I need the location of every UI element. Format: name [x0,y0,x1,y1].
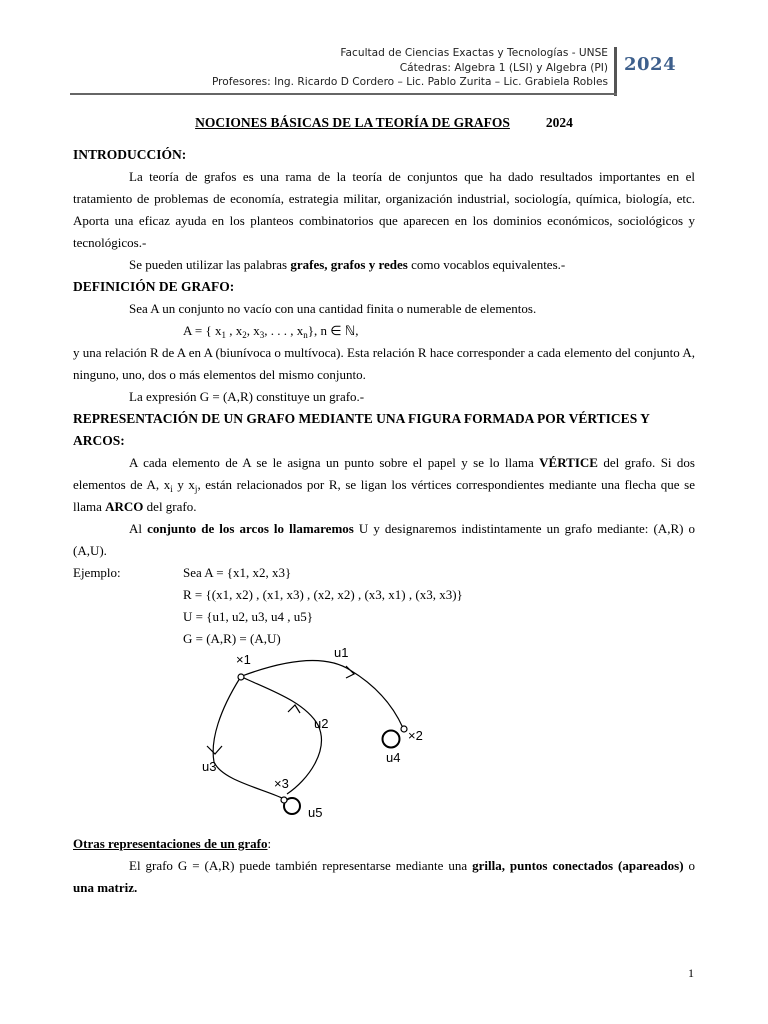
page-number: 1 [688,966,694,980]
set-a-formula: A = { $x_1$ , $x_2$, $x_3$, . . . , $x_n$}, n ∈ ℕ, [183,323,359,340]
document-body [73,112,695,650]
example-arcs-u: U = {u1, u2, u3, u4 , u5} [183,609,313,624]
other-representations-paragraph: El grafo G = (A,R) puede también representarse mediante una grilla, puntos conectados (apareados) o una matriz. [73,858,695,895]
label-x1: ×1 [236,652,251,667]
label-u1: u1 [334,645,349,660]
example-set-a: Sea A = {x1, x2, x3} [183,565,292,580]
other-representations-heading: Otras representaciones de un grafo: [73,836,272,851]
label-u5: u5 [308,805,323,820]
label-u3: u3 [202,759,217,774]
header-chairs: Cátedras: Algebra 1 (LSI) y Algebra (PI) [399,61,608,74]
vertex-x1 [238,674,244,680]
label-u2: u2 [314,716,329,731]
header-rule [70,93,617,95]
header-professors: Profesores: Ing. Ricardo D Cordero – Lic. Pablo Zurita – Lic. Grabiela Robles [211,76,608,88]
example-relation-r: R = {(x1, x2) , (x1, x3) , (x2, x2) , (x3, x1) , (x3, x3)} [183,587,463,602]
header-year: 2024 [624,54,677,75]
other-representations [73,833,695,899]
label-u4: u4 [386,750,401,765]
arcs-paragraph: Al conjunto de los arcos lo llamaremos U y designaremos indistintamente un grafo mediante: (A,R) o (A,U). [73,521,695,558]
graph-figure [190,640,450,830]
graph-expression: La expresión G = (A,R) constituye un grafo.- [129,389,365,404]
definition-heading: DEFINICIÓN DE GRAFO: [73,279,235,294]
intro-vocab-paragraph: Se pueden utilizar las palabras grafes, grafos y redes como vocablos equivalentes.- [129,257,566,272]
label-x3: ×3 [274,776,289,791]
arc-u3 [213,678,282,798]
relation-paragraph: y una relación R de A en A (biunívoca o multívoca). Esta relación R hace corresponder a cada elemento del conjunto A, ninguno, uno, dos o más elementos del mismo conjunto. [73,345,695,382]
vertex-paragraph: A cada elemento de A se le asigna un punto sobre el papel y se lo llama VÉRTICE del grafo. Si dos elementos de A, $x_i$ y $x_j$, están relacionados por R, se ligan los vértices correspondientes mediante una flecha que se llama ARCO del grafo. [73,455,695,514]
page-title: NOCIONES BÁSICAS DE LA TEORÍA DE GRAFOS 2024 [195,115,573,130]
label-x2: ×2 [408,728,423,743]
intro-paragraph: La teoría de grafos es una rama de la teoría de conjuntos que ha dado resultados importantes en el tratamiento de problemas de economía, estrategia militar, organización industrial, sociología, química, biología, etc. Aporta una eficaz ayuda en los planteos combinatorios que aparecen en los dominios económicos, sociológicos y tecnológicos.- [73,169,695,250]
intro-heading: INTRODUCCIÓN: [73,147,187,162]
example-label: Ejemplo: [73,565,121,580]
arrow-u2 [288,705,300,713]
loop-u4 [383,731,400,748]
example-block [73,562,695,650]
page-header [200,46,608,90]
vertex-x3 [281,797,287,803]
definition-paragraph: Sea A un conjunto no vacío con una cantidad finita o numerable de elementos. [129,301,537,316]
header-divider [614,47,617,96]
example-graph-g: G = (A,R) = (A,U) [183,631,281,646]
vertex-x2 [401,726,407,732]
representation-heading: REPRESENTACIÓN DE UN GRAFO MEDIANTE UNA FIGURA FORMADA POR VÉRTICES Y ARCOS: [73,411,650,448]
arrow-u1 [346,666,354,678]
header-faculty: Facultad de Ciencias Exactas y Tecnologías - UNSE [340,47,608,59]
arrow-u3 [207,746,222,754]
